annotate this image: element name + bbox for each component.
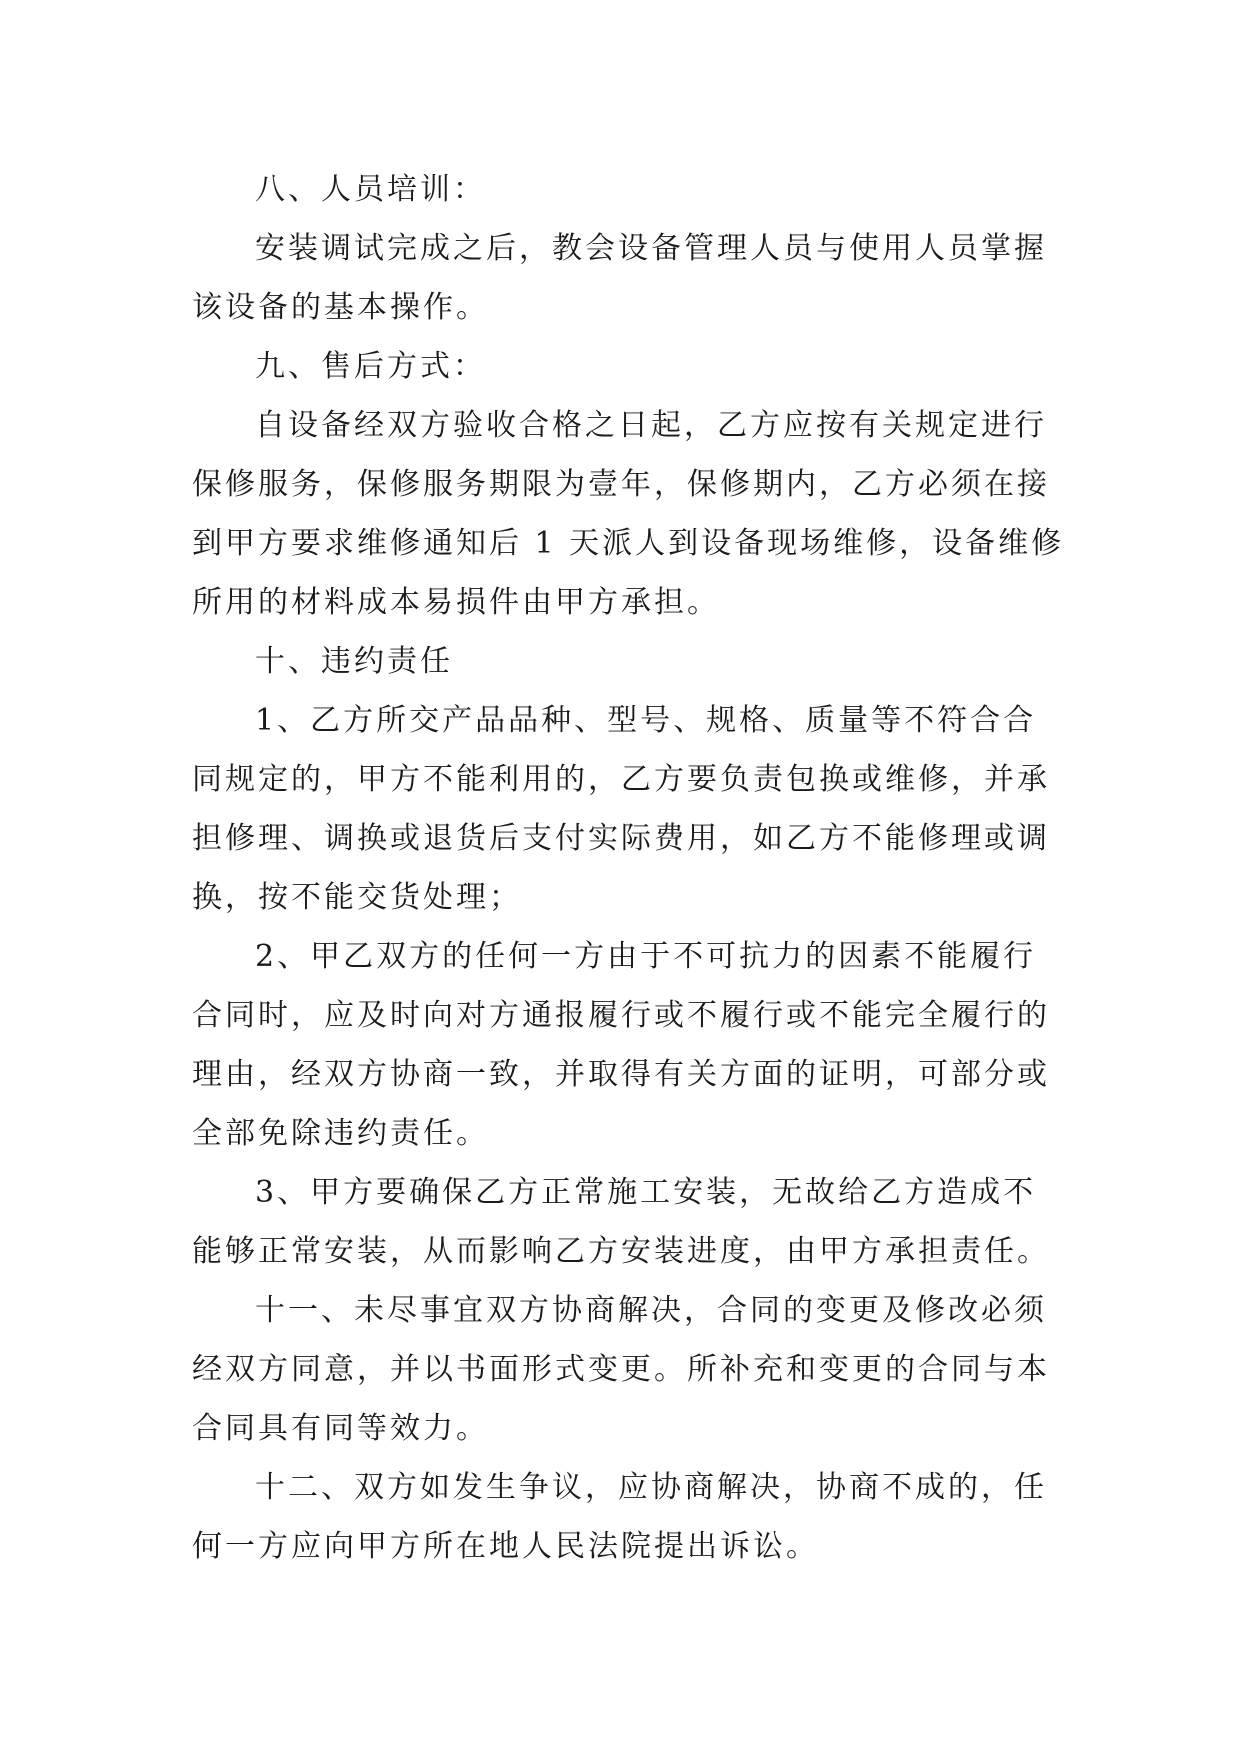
paragraph-line: 2、甲乙双方的任何一方由于不可抗力的因素不能履行 <box>255 939 1037 974</box>
paragraph-line: 3、甲方要确保乙方正常施工安装，无故给乙方造成不 <box>255 1175 1037 1210</box>
section-heading-liability: 十、违约责任 <box>255 644 453 679</box>
contract-body <box>192 160 1065 1576</box>
paragraph-line: 担修理、调换或退货后支付实际费用，如乙方不能修理或调 <box>192 821 1050 856</box>
section-heading-unresolved-matters: 十一、未尽事宜双方协商解决，合同的变更及修改必须 <box>255 1293 1047 1328</box>
paragraph-line: 该设备的基本操作。 <box>192 290 489 325</box>
paragraph-line: 自设备经双方验收合格之日起，乙方应按有关规定进行 <box>255 408 1047 443</box>
paragraph-line: 全部免除违约责任。 <box>192 1116 489 1151</box>
paragraph-line: 理由，经双方协商一致，并取得有关方面的证明，可部分或 <box>192 1057 1050 1092</box>
paragraph-line: 合同具有同等效力。 <box>192 1411 489 1446</box>
section-heading-after-sales: 九、售后方式： <box>255 349 486 384</box>
paragraph-line: 保修服务，保修服务期限为壹年，保修期内，乙方必须在接 <box>192 467 1050 502</box>
paragraph-line: 所用的材料成本易损件由甲方承担。 <box>192 585 720 620</box>
paragraph-line: 到甲方要求维修通知后 1 天派人到设备现场维修，设备维修 <box>192 526 1065 561</box>
paragraph-line: 换，按不能交货处理； <box>192 880 522 915</box>
section-heading-training: 八、人员培训： <box>255 172 486 207</box>
section-heading-disputes: 十二、双方如发生争议，应协商解决，协商不成的，任 <box>255 1470 1047 1505</box>
paragraph-line: 1、乙方所交产品品种、型号、规格、质量等不符合合 <box>255 703 1037 738</box>
paragraph-line: 同规定的，甲方不能利用的，乙方要负责包换或维修，并承 <box>192 762 1050 797</box>
paragraph-line: 能够正常安装，从而影响乙方安装进度，由甲方承担责任。 <box>192 1234 1050 1269</box>
paragraph-line: 何一方应向甲方所在地人民法院提出诉讼。 <box>192 1529 819 1564</box>
paragraph-line: 安装调试完成之后，教会设备管理人员与使用人员掌握 <box>255 231 1047 266</box>
paragraph-line: 经双方同意，并以书面形式变更。所补充和变更的合同与本 <box>192 1352 1050 1387</box>
paragraph-line: 合同时，应及时向对方通报履行或不履行或不能完全履行的 <box>192 998 1050 1033</box>
